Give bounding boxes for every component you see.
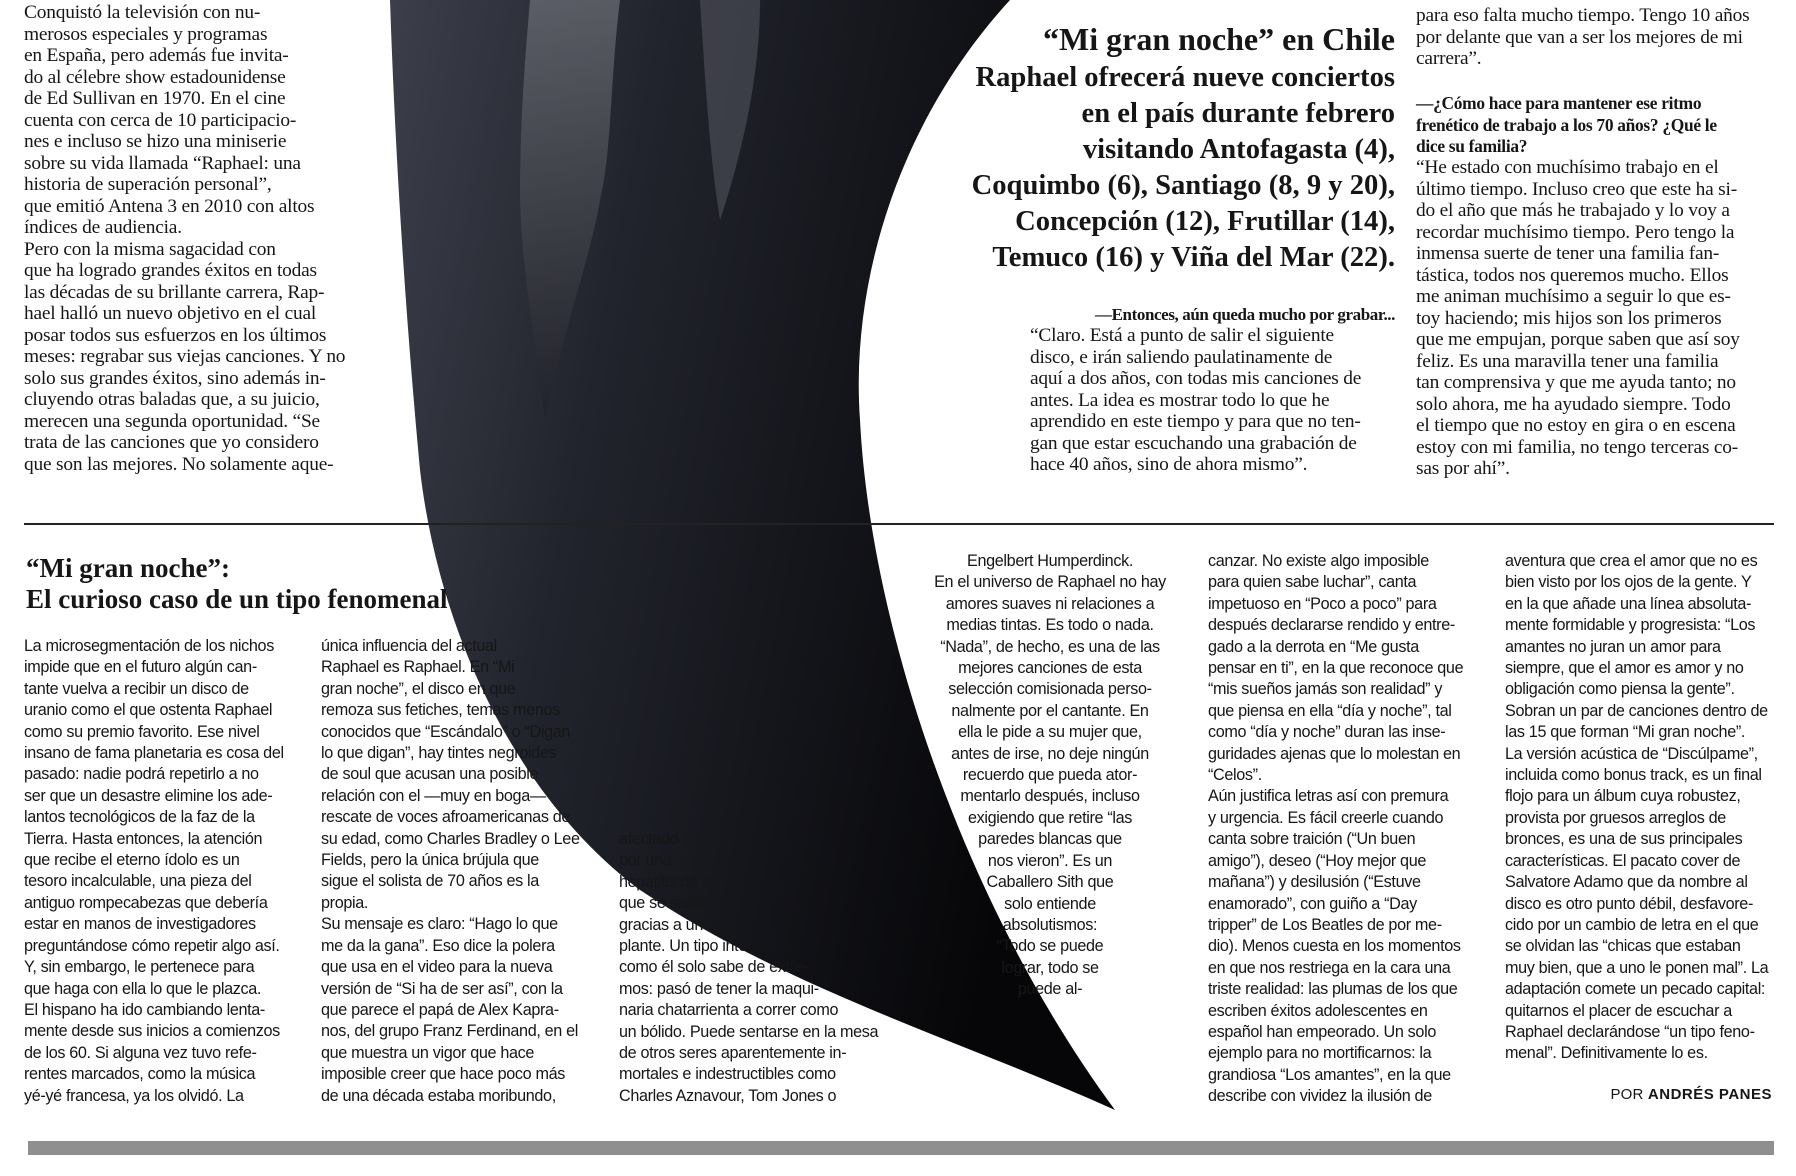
interview-question-middle: —Entonces, aún queda mucho por grabar...	[1095, 305, 1395, 324]
review-column-3: afectado por una hepatitis de la que se salvó gracias a un tras- plante. Un tipo intenso como él solo sabe de extre- mos: pasó de tener la maqui- naria chatarrienta a correr como un bólido. Puede sentarse en la mesa de otros seres aparentemente in- mortales e indestructibles como Charles Aznavour, Tom Jones o	[619, 830, 879, 1105]
sidebar-title: “Mi gran noche” en Chile	[1043, 21, 1395, 57]
interview-text-right-top: para eso falta mucho tiempo. Tengo 10 años por delante que van a ser los mejores de mi carrera”.	[1416, 5, 1750, 69]
review-column-1: La microsegmentación de los nichos impide que en el futuro algún can- tante vuelva a recibir un disco de uranio como el que ostenta Raphael como su premio favorito. Ese nivel insano de fama planetaria es cosa del pasado: nadie podrá repetirlo a no ser que un desastre elimine los ade- lantos tecnológicos de la faz de la Tierra. Hasta entonces, la atención que recibe el eterno ídolo es un tesoro incalculable, una pieza del antiguo rompecabezas que debería estar en manos de investigadores preguntándose cómo repetir algo así. Y, sin embargo, le pertenece para que haga con ella lo que le plazca. El hispano ha ido cambiando lenta- mente desde sus inicios a comienzos de los 60. Si alguna vez tuvo refe- rentes marcados, como la música yé-yé francesa, ya los olvidó. La	[24, 637, 284, 1105]
review-column-4: Engelbert Humperdinck. En el universo de Raphael no hay amores suaves ni relaciones a medias tintas. Es todo o nada. “Nada”, de hecho, es una de las mejores canciones de esta selección comisionada perso- nalmente por el cantante. En ella le pide a su mujer que, antes de irse, no deje ningún recuerdo que pueda ator- mentarlo después, incluso exigiendo que retire “las paredes blancas que nos vieron”. Es un Caballero Sith que solo entiende absolutismos: “Todo se puede lograr, todo se puede al-	[934, 552, 1166, 999]
review-title-line1: “Mi gran noche”:	[26, 553, 230, 583]
footer-bar	[28, 1141, 1774, 1155]
interview-answer-middle: “Claro. Está a punto de salir el siguiente disco, e irán saliendo paulatinamente de aquí a dos años, con todas mis canciones de antes. La idea es mostrar todo lo que he aprendido en este tiempo y para que no ten- gan que estar escuchando una grabación de hace 40 años, sino de ahora mismo”.	[1030, 325, 1362, 475]
byline	[1610, 1086, 1772, 1103]
interview-question-right: —¿Cómo hace para mantener ese ritmo frenético de trabajo a los 70 años? ¿Qué le dice su familia?	[1416, 93, 1717, 156]
byline-author: ANDRÉS PANES	[1647, 1086, 1772, 1103]
interview-answer-right: “He estado con muchísimo trabajo en el último tiempo. Incluso creo que este ha si- do el año que más he trabajado y lo voy a recordar muchísimo tiempo. Pero tengo la inmensa suerte de tener una familia fan- tástica, todos nos queremos mucho. Ellos me animan muchísimo a seguir lo que es- toy haciendo; mis hijos son los primeros que me empujan, porque saben que así soy feliz. Es una maravilla tener una familia tan comprensiva y que me ayuda tanto; no solo ahora, me ha ayudado siempre. Todo el tiempo que no estoy en gira o en escena estoy con mi familia, no tengo terceras co- sas por ahí”.	[1416, 157, 1740, 479]
review-column-6: aventura que crea el amor que no es bien visto por los ojos de la gente. Y en la que añade una línea absoluta- mente formidable y progresista: “Los amantes no juran un amor para siempre, que el amor es amor y no obligación como piensa la gente”. Sobran un par de canciones dentro de las 15 que forman “Mi gran noche”. La versión acústica de “Discúlpame”, incluida como bonus track, es un final flojo para un álbum cuya robustez, provista por gruesos arreglos de bronces, es una de sus principales características. El pacato cover de Salvatore Adamo que da nombre al disco es otro punto débil, desfavore- cido por un cambio de letra en el que se olvidan las “chicas que estaban muy bien, que a uno le ponen mal”. La adaptación comete un pecado capital: quitarnos el placer de escuchar a Raphael declarándose “un tipo feno- menal”. Definitivamente lo es.	[1505, 552, 1769, 1063]
byline-prefix: POR	[1610, 1086, 1644, 1103]
review-title-line2: El curioso caso de un tipo fenomenal	[26, 584, 448, 614]
article-column-top-left: Conquistó la televisión con nu- merosos especiales y programas en España, pero además fue invita- do al célebre show estadounidense de Ed Sullivan en 1970. En el cine cuenta con cerca de 10 participacio- nes e incluso se hizo una miniserie sobre su vida llamada “Raphael: una historia de superación personal”, que emitió Antena 3 en 2010 con altos índices de audiencia. Pero con la misma sagacidad con que ha logrado grandes éxitos en todas las décadas de su brillante carrera, Rap- hael halló un nuevo objetivo en el cual posar todos sus esfuerzos en los últimos meses: regrabar sus viejas canciones. Y no solo sus grandes éxitos, sino además in- cluyendo otras baladas que, a su juicio, merecen una segunda oportunidad. “Se trata de las canciones que yo considero que son las mejores. No solamente aque-	[24, 2, 346, 475]
review-column-5: canzar. No existe algo imposible para quien sabe luchar”, canta impetuoso en “Poco a poco” para después declararse rendido y entre- gado a la derrota en “Me gusta pensar en ti”, en la que reconoce que “mis sueños jamás son realidad” y que piensa en ella “día y noche”, tal como “día y noche” duran las inse- guridades ajenas que lo molestan en “Celos”. Aún justifica letras así con premura y urgencia. Es fácil creerle cuando canta sobre traición (“Un buen amigo”), deseo (“Hoy mejor que mañana”) y desilusión (“Estuve enamorado”, con guiño a “Day tripper” de Los Beatles de por me- dio). Menos cuesta en los momentos en que nos restriega en la cara una triste realidad: las plumas de los que escriben éxitos adolescentes en español han empeorado. Un solo ejemplo para no mortificarnos: la grandiosa “Los amantes”, en la que describe con vividez la ilusión de	[1208, 552, 1464, 1106]
review-column-2: única influencia del actual Raphael es Raphael. En “Mi gran noche”, el disco en que remoza sus fetiches, temas menos conocidos que “Escándalo” o “Digan lo que digan”, hay tintes negroides de soul que acusan una posible relación con el —muy en boga— rescate de voces afroamericanas de su edad, como Charles Bradley o Lee Fields, pero la única brújula que sigue el solista de 70 años es la propia. Su mensaje es claro: “Hago lo que me da la gana”. Eso dice la polera que usa en el video para la nueva versión de “Si ha de ser así”, con la que parece el papá de Alex Kapra- nos, del grupo Franz Ferdinand, en el que muestra un vigor que hace imposible creer que hace poco más de una década estaba moribundo,	[321, 637, 580, 1105]
section-divider	[24, 523, 1774, 525]
sidebar-concerts: Raphael ofrecerá nueve conciertos en el país durante febrero visitando Antofagasta (4), Coquimbo (6), Santiago (8, 9 y 20), Concepción (12), Frutillar (14), Temuco (16) y Viña del Mar (22).	[971, 62, 1395, 273]
